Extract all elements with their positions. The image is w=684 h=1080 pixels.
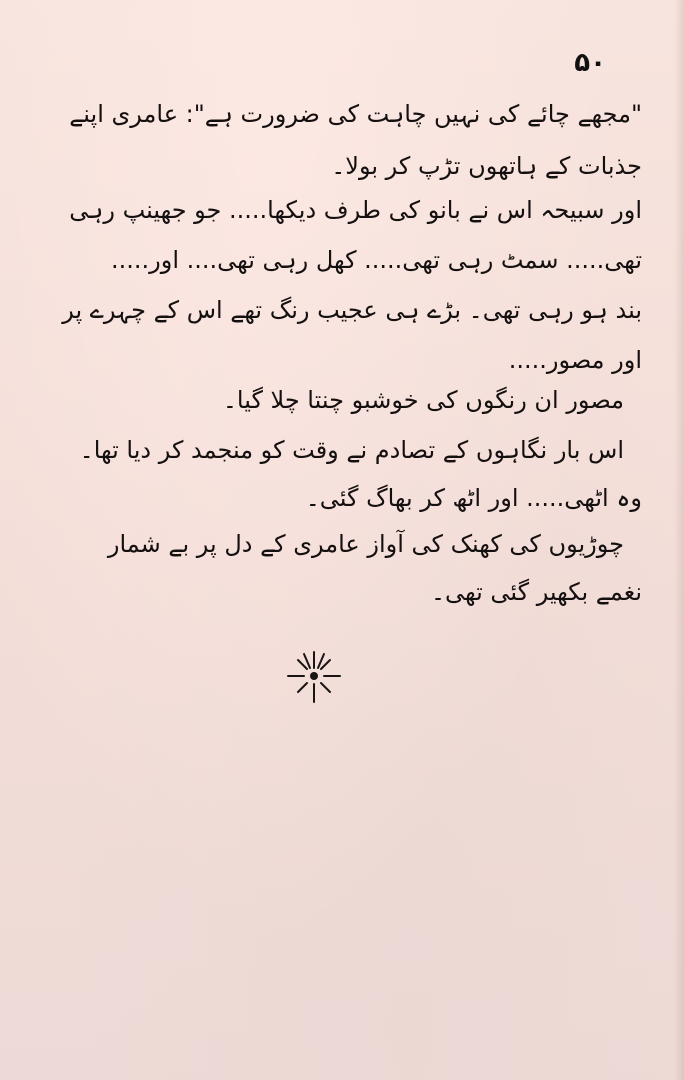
text-line-8: اس بار نگاہوں کے تصادم نے وقت کو منجمد کر دیا تھا۔	[79, 436, 624, 464]
text-line-9: وہ اٹھی..... اور اٹھ کر بھاگ گئی۔	[305, 484, 642, 512]
text-line-11: نغمے بکھیر گئی تھی۔	[430, 578, 642, 606]
star-ornament-icon	[284, 646, 344, 706]
text-line-4: تھی..... سمٹ رہی تھی..... کھل رہی تھی.... اور.....	[111, 246, 642, 274]
text-line-6: اور مصور.....	[508, 346, 642, 374]
text-line-1: "مجھے چائے کی نہیں چاہت کی ضرورت ہے": عامری اپنے	[69, 100, 642, 128]
page-edge-shadow	[674, 0, 684, 1080]
page-number: ۵۰	[574, 48, 606, 78]
text-line-3: اور سبیحہ اس نے بانو کی طرف دیکھا..... جو جھینپ رہی	[69, 196, 642, 224]
text-line-2: جذبات کے ہاتھوں تڑپ کر بولا۔	[331, 152, 642, 180]
text-line-5: بند ہو رہی تھی۔ بڑے ہی عجیب رنگ تھے اس کے چہرے پر	[62, 296, 642, 324]
text-line-7: مصور ان رنگوں کی خوشبو چنتا چلا گیا۔	[222, 386, 624, 414]
text-line-10: چوڑیوں کی کھنک کی آواز عامری کے دل پر بے شمار	[107, 530, 624, 558]
